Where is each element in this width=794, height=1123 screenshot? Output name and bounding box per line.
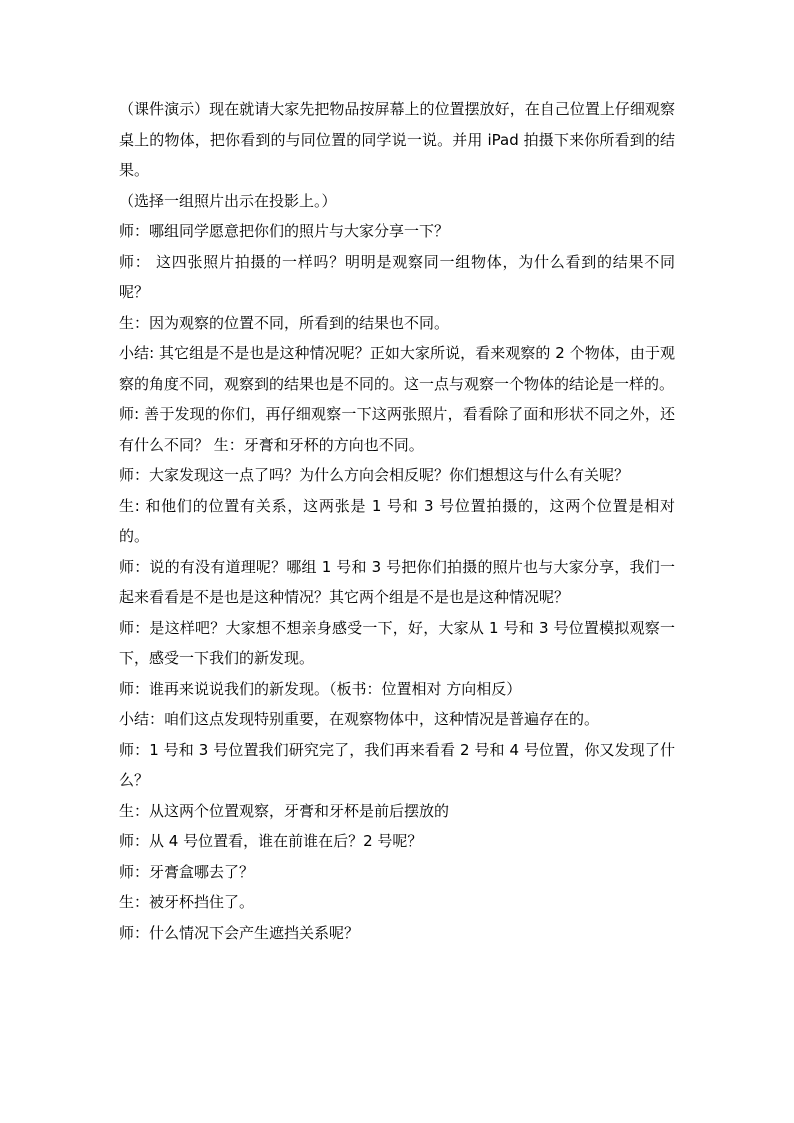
paragraph-teacher-board: 师：谁再来说说我们的新发现。（板书：位置相对 方向相反）: [119, 679, 522, 698]
paragraph-teacher-share: 师：哪组同学愿意把你们的照片与大家分享一下？: [119, 222, 450, 240]
paragraph-summary-angle: 小结: 其它组是不是也是这种情况呢？正如大家所说，看来观察的 2 个物体，由于观察的角度不同，观察到的结果也是不同的。这一点与观察一个物体的结论是一样的。: [119, 344, 675, 393]
paragraph-teacher-four-photos: 师： 这四张照片拍摄的一样吗？明明是观察同一组物体，为什么看到的结果不同呢？: [119, 252, 675, 301]
paragraph-select-photos: （选择一组照片出示在投影上。）: [119, 191, 337, 210]
paragraph-student-front-back: 生：从这两个位置观察，牙膏和牙杯是前后摆放的: [119, 801, 450, 820]
paragraph-teacher-direction: 师：大家发现这一点了吗？为什么方向会相反呢？你们想想这与什么有关呢？: [119, 466, 630, 484]
paragraph-summary-important: 小结：咱们这点发现特别重要，在观察物体中，这种情况是普遍存在的。: [119, 710, 600, 728]
paragraph-courseware-demo: （课件演示）现在就请大家先把物品按屏幕上的位置摆放好，在自己位置上仔细观察桌上的物体，把你看到的与同位置的同学说一说。并用 iPad 拍摄下来你所看到的结果。: [119, 100, 675, 179]
paragraph-teacher-observe-again: 师: 善于发现的你们，再仔细观察一下这两张照片，看看除了面和形状不同之外，还有什么不同？ 生：牙膏和牙杯的方向也不同。: [119, 405, 675, 454]
paragraph-student-position: 生：因为观察的位置不同，所看到的结果也不同。: [119, 313, 450, 332]
paragraph-teacher-positions-2-4: 师：1 号和 3 号位置我们研究完了，我们再来看看 2 号和 4 号位置，你又发现了什么？: [119, 740, 675, 789]
paragraph-teacher-simulate: 师：是这样吧？大家想不想亲身感受一下，好，大家从 1 号和 3 号位置模拟观察一下，感受一下我们的新发现。: [119, 618, 675, 667]
paragraph-teacher-toothpaste: 师：牙膏盒哪去了？: [119, 862, 255, 881]
paragraph-teacher-reasonable: 师：说的有没有道理呢？哪组 1 号和 3 号把你们拍摄的照片也与大家分享，我们一起来看看是不是也是这种情况？其它两个组是不是也是这种情况呢？: [119, 557, 675, 606]
paragraph-student-blocked: 生：被牙杯挡住了。: [119, 893, 255, 911]
paragraph-student-relative: 生: 和他们的位置有关系，这两张是 1 号和 3 号位置拍摄的，这两个位置是相对的。: [119, 496, 675, 545]
paragraph-teacher-occlusion: 师：什么情况下会产生遮挡关系呢？: [119, 923, 360, 942]
paragraph-teacher-position-4: 师：从 4 号位置看，谁在前谁在后？2 号呢？: [119, 832, 423, 850]
document-body: [119, 94, 675, 948]
